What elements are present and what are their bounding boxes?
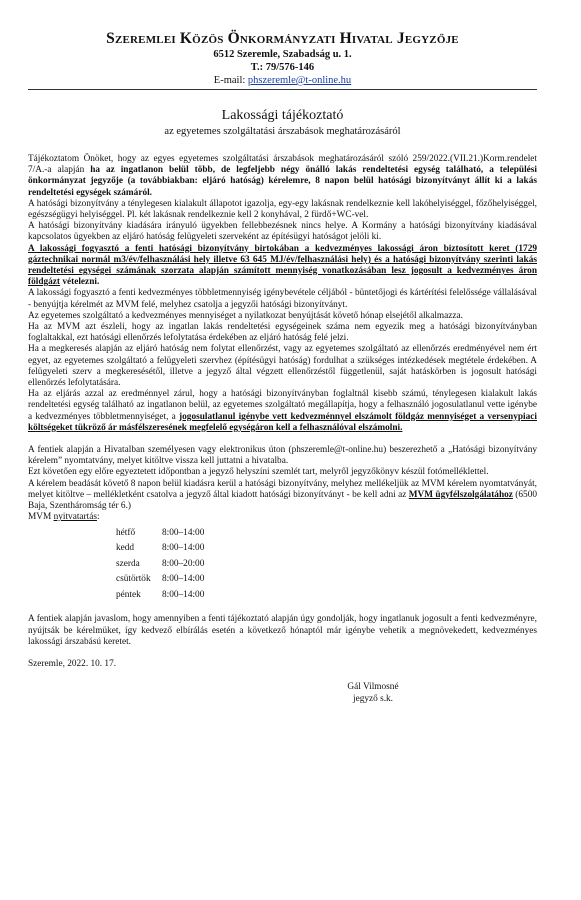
hours-label-word: nyitvatartás: [53, 512, 97, 523]
hours-time: 8:00–14:00: [162, 527, 205, 538]
office-email-line: [28, 74, 537, 87]
paragraph-certificate-scope: A hatósági bizonyítvány a ténylegesen kialakult állapotot igazolja, egy-egy lakásnak rendelkeznie kell lakóhelyiséggel, főzőhelyiséggel, egészségügyi helyiséggel. Pl. két lakásnak rendelkeznie kell 2 konyhával, 2 fürdő+WC-vel.: [28, 198, 537, 221]
penalty-text: Ha az eljárás azzal az eredménnyel zárul, hogy a hatósági bizonyítványban foglaltnál kisebb számú, ténylegesen kialakult lakás rendeltetési egység található az ingatlanon belül, az egyetemes szolgáltató megállapítja, hogy a felhasználó jogosulatlanul vette igénybe a kedvezményes többletmennyiséget, a: [28, 389, 537, 422]
mvm-address: (6500 Baja, Szentháromság tér 6.): [28, 489, 537, 512]
entitlement-text: A lakossági fogyasztó a fenti hatósági bizonyítvány birtokában a kedvezményes lakossági áron biztosított keret (1729 gáztechnikai normál m3/év/felhasználási hely illetve 63 645 MJ/év/felhasználási hely) és a hatósági bizonyítvány szerinti lakás rendeltetési egységei számának szorzata alapján számított mennyiség vonatkozásában lesz jogosult a kedvezményes áron: [28, 243, 537, 277]
hours-row: [116, 557, 537, 573]
hours-day: kedd: [116, 543, 135, 554]
hours-day: péntek: [116, 589, 141, 600]
hours-label-prefix: MVM: [28, 512, 54, 523]
document-date: Szeremle, 2022. 10. 17.: [28, 659, 117, 670]
entitlement-end: vételezni.: [60, 277, 100, 288]
spacer: [28, 603, 537, 614]
paragraph-entitlement: [28, 244, 537, 289]
hours-time: 8:00–14:00: [162, 589, 205, 600]
hours-day: csütörtök: [116, 574, 151, 585]
letterhead: [28, 30, 537, 90]
paragraph-inspection: Ezt követően egy előre egyeztetett időpontban a jegyző helyszíni szemlét tart, melyről jegyzőkönyv készül fotómelléklettel.: [28, 467, 489, 478]
paragraph-mvm-check: Ha az MVM azt észleli, hogy az ingatlan lakás rendeltetési egységeinek száma nem egyezik meg a hatósági bizonyítványban foglaltakkal, ezt hatósági ellenőrzés lefolytatása érdekében az eljáró hatóság felé jelzi.: [28, 322, 537, 344]
hours-row: [116, 572, 537, 588]
mvm-office: MVM ügyfélszolgálatához: [408, 489, 513, 500]
paragraph-legal-basis: [28, 154, 537, 199]
hours-day: szerda: [116, 558, 140, 569]
paragraph-recommendation: A fentiek alapján javaslom, hogy amennyiben a fenti tájékoztató alapján úgy gondolják, hogy ingatlanuk jogosult a fenti kedvezményre, nyújtsák be kérelmüket, így kedvező elbírálás esetén a következő hónaptól már igénybe vehetik a megnövekedett, kedvezményes lakossági árszabású keretet.: [28, 614, 537, 647]
legal-basis-bold: ha az ingatlanon belül több, de legfeljebb négy önálló lakás rendeltetési egység található, a települési önkormányzat jegyzője (a továbbiakban: eljáró hatóság) kérelemre, 8 napon belül hatósági bizonyítványt állít ki a lakás rendeltetési egységek számáról.: [28, 165, 537, 198]
paragraph-application-date: Az egyetemes szolgáltató a kedvezményes mennyiséget a nyilatkozat benyújtását követő hónap elsejétől alkalmazza.: [28, 310, 463, 321]
hours-label-colon: :: [96, 512, 100, 523]
paragraph-form: A fentiek alapján a Hivatalban személyesen vagy elektronikus úton (phszeremle@t-online.hu) beszerezhető a „Hatósági bizonyítvány kérelem” nyomtatvány, melyet kitöltve vissza kell juttatni a hivatalba.: [28, 445, 537, 467]
hours-time: 8:00–14:00: [162, 574, 205, 585]
paragraph-request: A lakossági fogyasztó a fenti kedvezményes többletmennyiség igénybevétele céljából - büntetőjogi és kártérítési felelőssége vállalásával - benyújtja kérelmét az MVM felé, melyhez csatolja a jegyzői hatósági bizonyítványt.: [28, 288, 537, 310]
office-name: Szeremlei Közös Önkormányzati Hivatal Jegyzője: [106, 30, 459, 47]
spacer: [28, 648, 537, 659]
office-address: 6512 Szeremle, Szabadság u. 1.: [213, 49, 352, 60]
email-link[interactable]: phszeremle@t-online.hu: [247, 75, 352, 86]
signatory-role: jegyző s.k.: [352, 694, 394, 705]
penalty-bold: jogosulatlanul igénybe vett kedvezménnyel elszámolt földgáz mennyiséget a versenypiaci költségeket tükröző ár másfélszeresének megfelelő egységáron kell a felhasználóval elszámolni.: [28, 411, 537, 433]
spacer: [28, 434, 537, 445]
opening-hours-table: [116, 526, 537, 604]
hours-time: 8:00–14:00: [162, 543, 205, 554]
document-title: Lakossági tájékoztató: [221, 108, 344, 123]
opening-hours-label: [28, 512, 537, 523]
hours-row: [116, 541, 537, 557]
submission-text: A kérelem beadását követő 8 napon belül kiadásra kerül a hatósági bizonyítvány, melyhez mellékeljük az MVM kérelem nyomtatványát, melyet kitöltve – mellékletként csatolva a jegyző által kiadott hatósági bizonyítványt - be kell adni az: [28, 478, 537, 500]
hours-time: 8:00–20:00: [162, 558, 205, 569]
email-label: E-mail:: [213, 75, 248, 86]
paragraph-penalty: [28, 389, 537, 434]
header-divider: [28, 89, 537, 90]
paragraph-submission: [28, 479, 537, 513]
legal-basis-text: Tájékoztatom Önöket, hogy az egyes egyetemes szolgáltatási árszabások meghatározásáról szóló 259/2022.(VII.21.)Korm.rendelet 7/A.-a alapján: [28, 154, 537, 176]
document-subtitle: az egyetemes szolgáltatási árszabások meghatározásáról: [164, 126, 401, 137]
paragraph-appeal: A hatósági bizonyítvány kiadására irányuló ügyekben fellebbezésnek nincs helye. A Kormány a hatósági bizonyítvány kiadásával kapcsolatos ügyekben az eljáró hatóság felügyeleti szerveként az építésügyi hatóságot jelöli ki.: [28, 221, 537, 243]
hours-row: [116, 526, 537, 542]
signatory-name: Gál Vilmosné: [347, 682, 399, 693]
entitlement-gas: földgázt: [28, 277, 61, 288]
document-body: [28, 154, 537, 705]
hours-row: [116, 588, 537, 604]
paragraph-supervision: Ha a megkeresés alapján az eljáró hatóság nem folytat ellenőrzést, vagy az egyetemes szolgáltató az ellenőrzés eredményével nem ért egyet, az egyetemes szolgáltató a felügyeleti szervhez (építésügyi hatóság) fordulhat a szükséges intézkedések megtétele érdekében. A felügyeleti szerv a megkeresésétől, illetve a jegyző által végzett ellenőrzéstől függetlenül, saját hatáskörben is jogosult hatósági ellenőrzés lefolytatására.: [28, 344, 537, 389]
office-phone: T.: 79/576-146: [250, 62, 315, 73]
hours-day: hétfő: [116, 527, 136, 538]
spacer: [28, 670, 537, 681]
signature-block: [343, 681, 403, 705]
